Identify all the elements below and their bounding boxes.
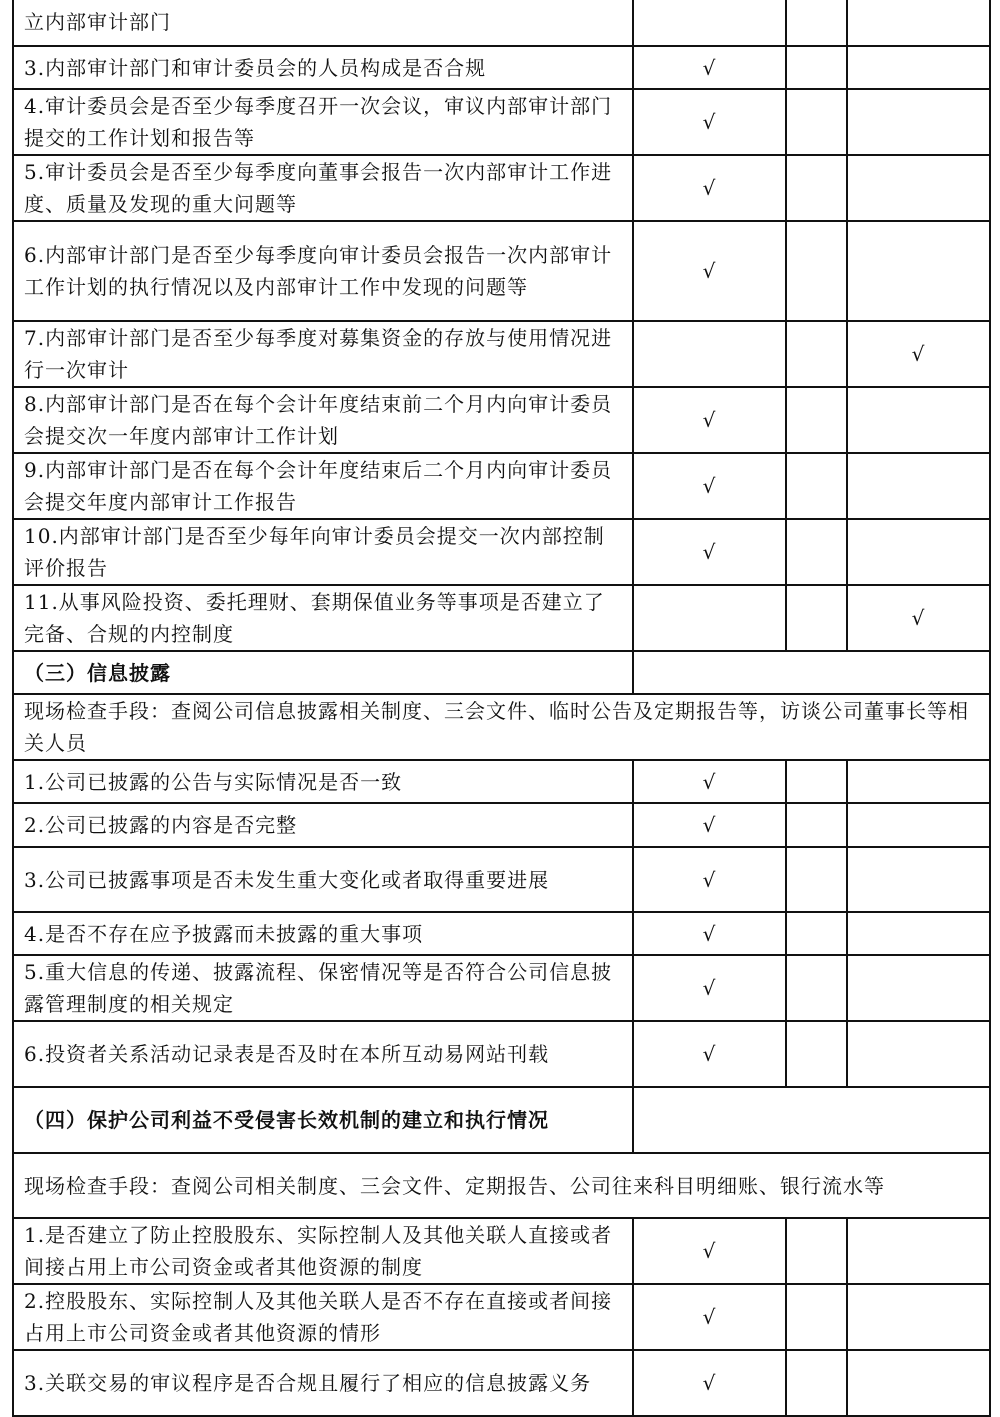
na-cell (847, 955, 990, 1021)
check-mark-icon: √ (911, 342, 926, 366)
no-cell (786, 0, 847, 46)
table-row (13, 912, 990, 955)
check-item: 10.内部审计部门是否至少每年向审计委员会提交一次内部控制评价报告 (13, 519, 633, 585)
no-cell (786, 221, 847, 321)
table-row (13, 0, 990, 46)
table-row (13, 1350, 990, 1416)
check-mark-icon: √ (702, 259, 717, 283)
table-row (13, 760, 990, 803)
check-item: 3.公司已披露事项是否未发生重大变化或者取得重要进展 (13, 847, 633, 912)
check-item: 3.关联交易的审议程序是否合规且履行了相应的信息披露义务 (13, 1350, 633, 1416)
na-cell (847, 519, 990, 585)
check-mark-icon: √ (702, 976, 717, 1000)
yes-cell (633, 321, 786, 387)
section-header-row (13, 1087, 990, 1153)
section-title: （三）信息披露 (13, 651, 633, 694)
na-cell (847, 89, 990, 155)
table-row (13, 1284, 990, 1350)
check-mark-icon: √ (702, 176, 717, 200)
section-blank (633, 651, 990, 694)
no-cell (786, 955, 847, 1021)
yes-cell (633, 89, 786, 155)
check-item: 2.控股股东、实际控制人及其他关联人是否不存在直接或者间接占用上市公司资金或者其他资源的情形 (13, 1284, 633, 1350)
na-cell (847, 221, 990, 321)
table-row (13, 519, 990, 585)
check-item: 4.审计委员会是否至少每季度召开一次会议，审议内部审计部门提交的工作计划和报告等 (13, 89, 633, 155)
table-row (13, 387, 990, 453)
no-cell (786, 912, 847, 955)
no-cell (786, 89, 847, 155)
table-row (13, 585, 990, 651)
na-cell (847, 1218, 990, 1284)
table-row (13, 46, 990, 89)
table-row (13, 847, 990, 912)
yes-cell (633, 955, 786, 1021)
yes-cell (633, 585, 786, 651)
check-item: 1.公司已披露的公告与实际情况是否一致 (13, 760, 633, 803)
check-mark-icon: √ (702, 867, 717, 892)
check-item: 立内部审计部门 (13, 0, 633, 46)
section-header-row (13, 651, 990, 694)
check-mark-icon: √ (702, 55, 717, 80)
na-cell (847, 585, 990, 651)
yes-cell (633, 1350, 786, 1416)
na-cell (847, 1284, 990, 1350)
yes-cell (633, 1284, 786, 1350)
no-cell (786, 847, 847, 912)
yes-cell (633, 155, 786, 221)
inspection-method: 现场检查手段：查阅公司信息披露相关制度、三会文件、临时公告及定期报告等，访谈公司董事长等相关人员 (13, 694, 990, 760)
check-item: 5.重大信息的传递、披露流程、保密情况等是否符合公司信息披露管理制度的相关规定 (13, 955, 633, 1021)
check-mark-icon: √ (702, 813, 717, 837)
method-row (13, 694, 990, 760)
yes-cell (633, 912, 786, 955)
table-row (13, 1021, 990, 1087)
na-cell (847, 387, 990, 453)
check-mark-icon: √ (702, 1305, 717, 1329)
na-cell (847, 803, 990, 847)
yes-cell (633, 387, 786, 453)
no-cell (786, 803, 847, 847)
check-item: 5.审计委员会是否至少每季度向董事会报告一次内部审计工作进度、质量及发现的重大问题等 (13, 155, 633, 221)
yes-cell (633, 221, 786, 321)
yes-cell (633, 0, 786, 46)
check-item: 2.公司已披露的内容是否完整 (13, 803, 633, 847)
na-cell (847, 46, 990, 89)
yes-cell (633, 1021, 786, 1087)
na-cell (847, 453, 990, 519)
yes-cell (633, 453, 786, 519)
check-mark-icon: √ (702, 1042, 717, 1066)
check-mark-icon: √ (911, 606, 926, 630)
na-cell (847, 1350, 990, 1416)
no-cell (786, 1021, 847, 1087)
no-cell (786, 1350, 847, 1416)
table-row (13, 321, 990, 387)
table-row (13, 221, 990, 321)
no-cell (786, 387, 847, 453)
no-cell (786, 321, 847, 387)
check-mark-icon: √ (702, 921, 717, 946)
check-mark-icon: √ (702, 408, 717, 432)
check-item: 4.是否不存在应予披露而未披露的重大事项 (13, 912, 633, 955)
check-mark-icon: √ (702, 1239, 717, 1263)
no-cell (786, 453, 847, 519)
check-item: 1.是否建立了防止控股股东、实际控制人及其他关联人直接或者间接占用上市公司资金或者其他资源的制度 (13, 1218, 633, 1284)
na-cell (847, 0, 990, 46)
check-item: 7.内部审计部门是否至少每季度对募集资金的存放与使用情况进行一次审计 (13, 321, 633, 387)
table-row (13, 803, 990, 847)
yes-cell (633, 519, 786, 585)
section-blank (633, 1087, 990, 1153)
no-cell (786, 1218, 847, 1284)
section-title: （四）保护公司利益不受侵害长效机制的建立和执行情况 (13, 1087, 633, 1153)
check-mark-icon: √ (702, 1371, 717, 1395)
inspection-table (12, 0, 991, 1417)
table-row (13, 89, 990, 155)
check-item: 3.内部审计部门和审计委员会的人员构成是否合规 (13, 46, 633, 89)
check-item: 11.从事风险投资、委托理财、套期保值业务等事项是否建立了完备、合规的内控制度 (13, 585, 633, 651)
no-cell (786, 760, 847, 803)
no-cell (786, 1284, 847, 1350)
check-mark-icon: √ (702, 540, 717, 564)
table-row (13, 453, 990, 519)
check-mark-icon: √ (702, 474, 717, 498)
check-item: 6.内部审计部门是否至少每季度向审计委员会报告一次内部审计工作计划的执行情况以及内部审计工作中发现的问题等 (13, 221, 633, 321)
yes-cell (633, 1218, 786, 1284)
na-cell (847, 155, 990, 221)
table-row (13, 955, 990, 1021)
check-item: 9.内部审计部门是否在每个会计年度结束后二个月内向审计委员会提交年度内部审计工作报告 (13, 453, 633, 519)
check-item: 8.内部审计部门是否在每个会计年度结束前二个月内向审计委员会提交次一年度内部审计工作计划 (13, 387, 633, 453)
na-cell (847, 321, 990, 387)
yes-cell (633, 803, 786, 847)
no-cell (786, 46, 847, 89)
inspection-method: 现场检查手段：查阅公司相关制度、三会文件、定期报告、公司往来科目明细账、银行流水等 (13, 1153, 990, 1218)
na-cell (847, 760, 990, 803)
na-cell (847, 912, 990, 955)
check-item: 6.投资者关系活动记录表是否及时在本所互动易网站刊载 (13, 1021, 633, 1087)
yes-cell (633, 760, 786, 803)
table-row (13, 1218, 990, 1284)
method-row (13, 1153, 990, 1218)
check-mark-icon: √ (702, 769, 717, 794)
na-cell (847, 1021, 990, 1087)
no-cell (786, 585, 847, 651)
no-cell (786, 519, 847, 585)
check-mark-icon: √ (702, 110, 717, 134)
yes-cell (633, 847, 786, 912)
yes-cell (633, 46, 786, 89)
table-row (13, 155, 990, 221)
na-cell (847, 847, 990, 912)
no-cell (786, 155, 847, 221)
